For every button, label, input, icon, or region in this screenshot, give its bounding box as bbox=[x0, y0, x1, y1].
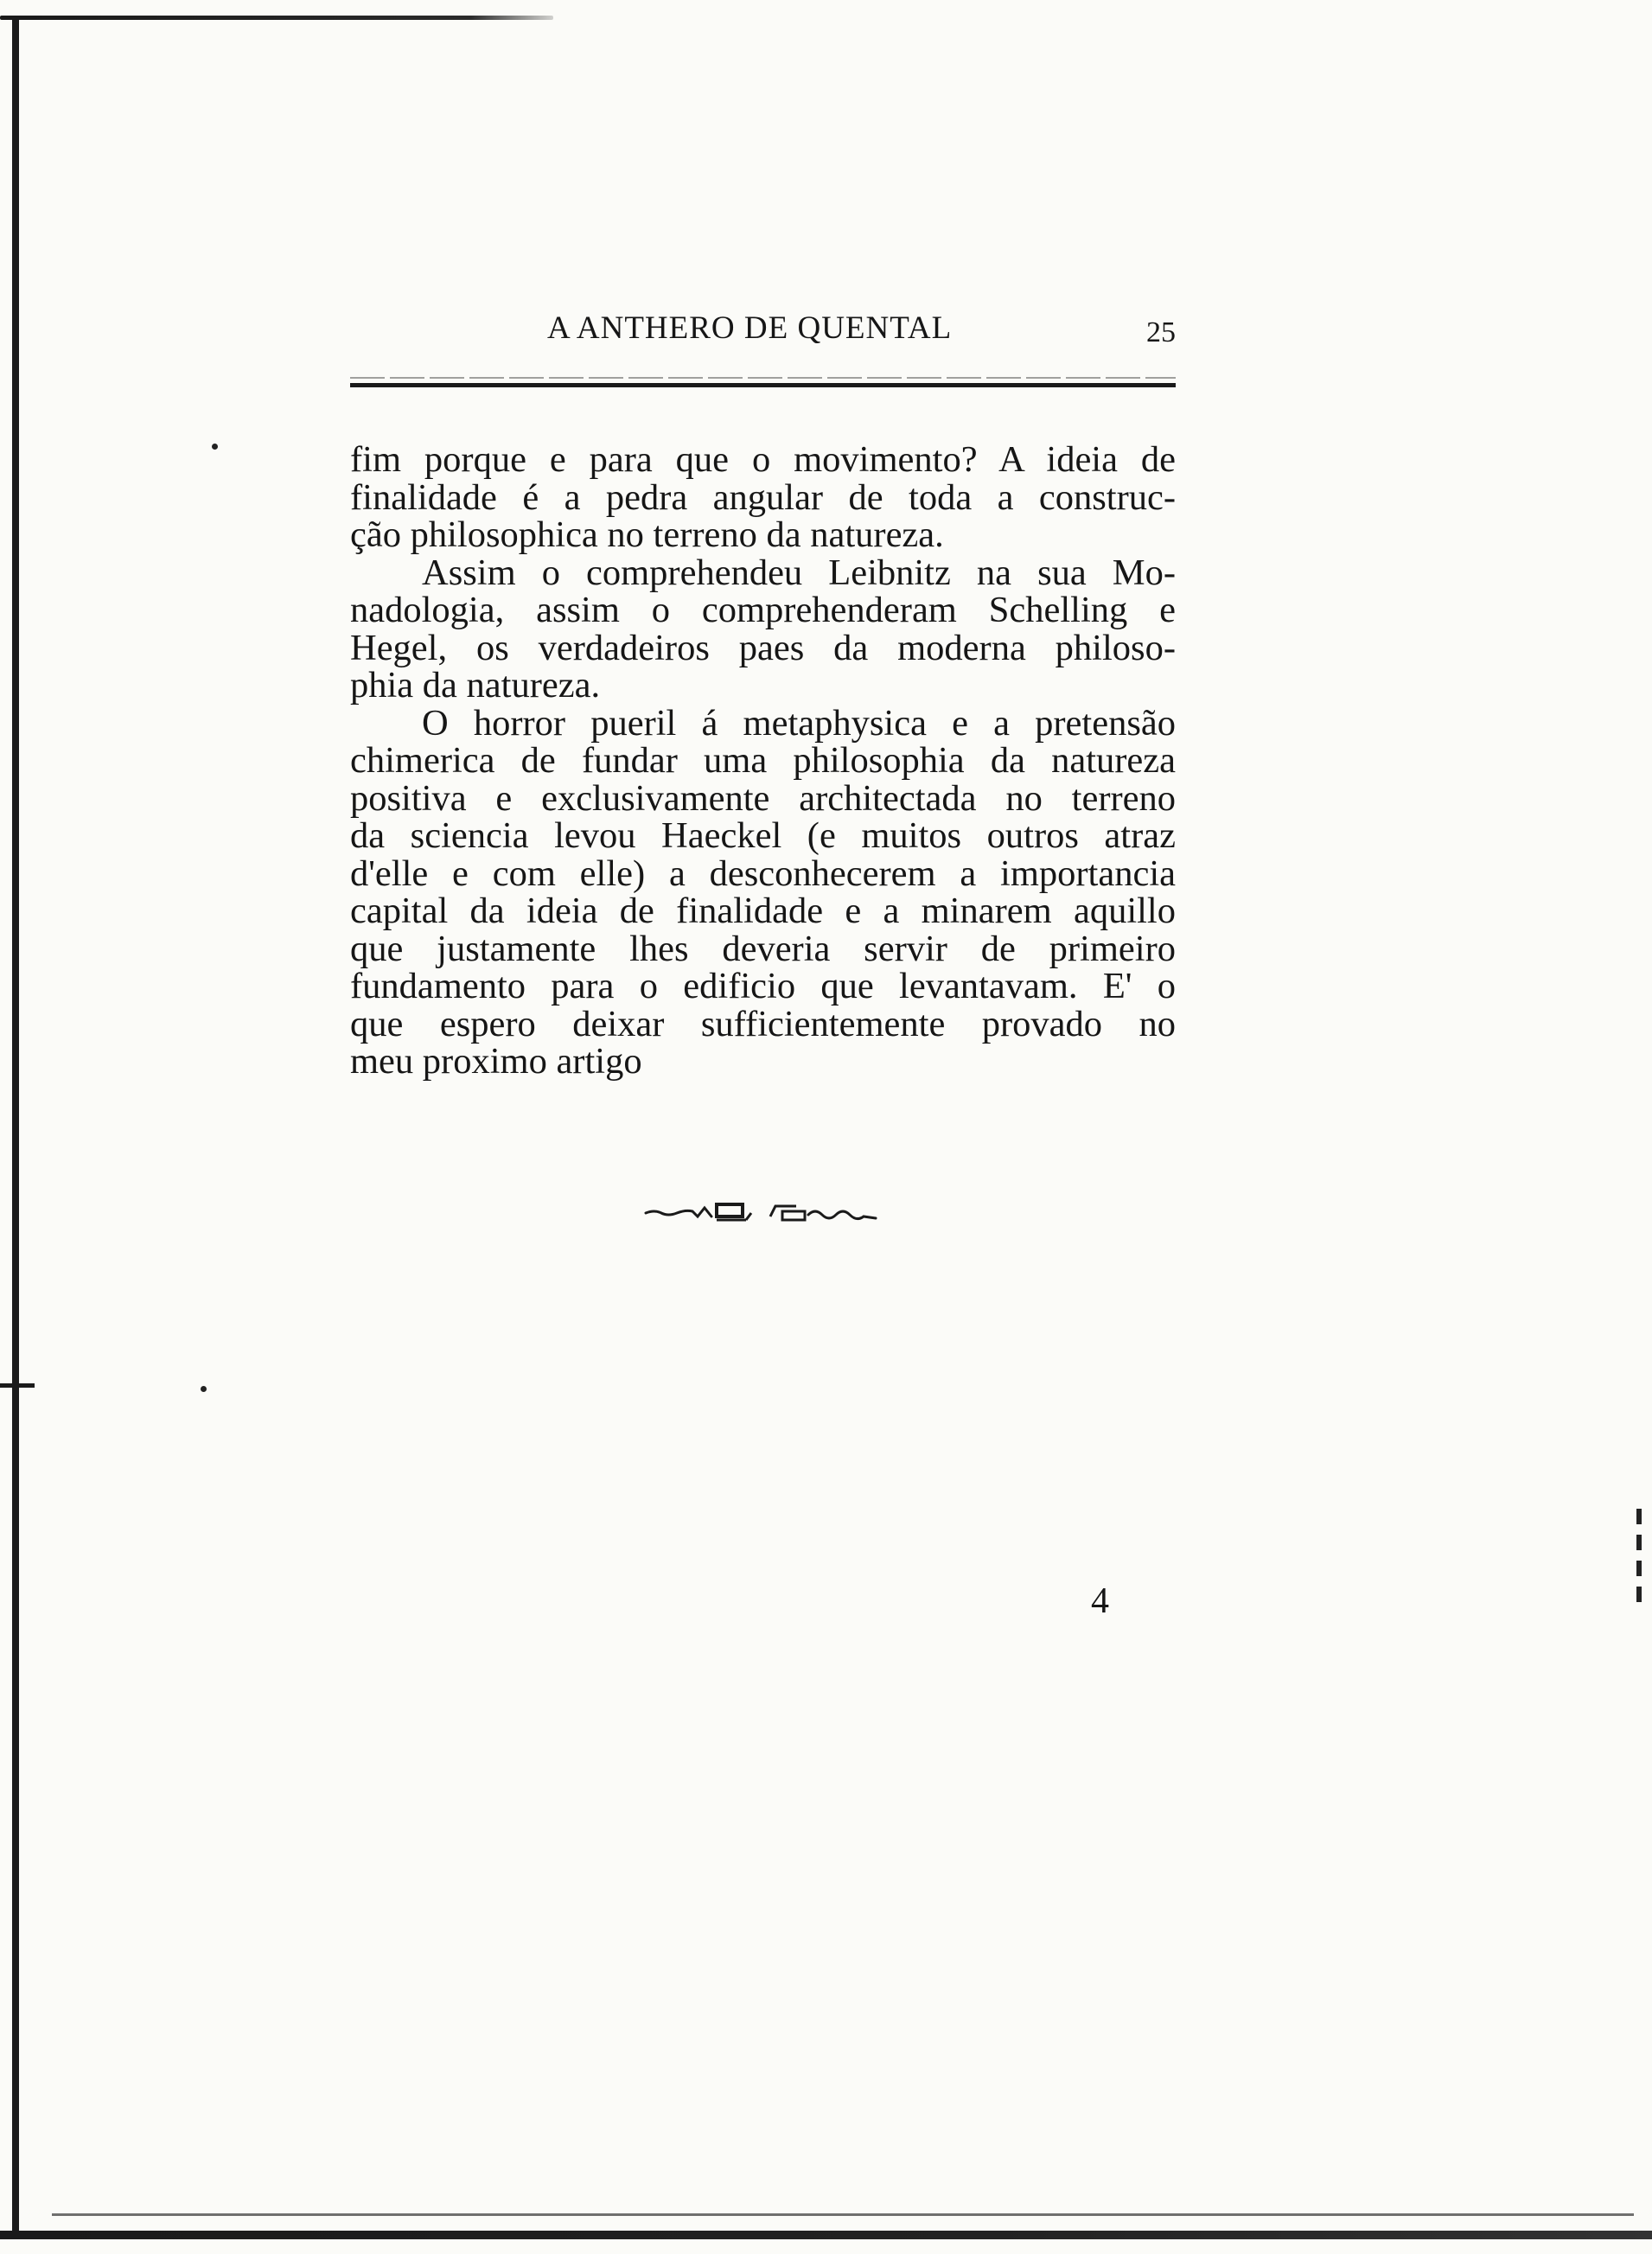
head-rule bbox=[350, 383, 1176, 387]
scan-edge-right-marks bbox=[1636, 1509, 1642, 1604]
text-line: meu proximo artigo bbox=[350, 1041, 642, 1082]
scan-edge-top bbox=[0, 16, 553, 20]
text-line: chimerica de fundar uma philosophia da natureza bbox=[350, 740, 1176, 781]
text-line: fundamento para o edificio que levantavam. E' o bbox=[350, 966, 1176, 1006]
text-line: que justamente lhes deveria servir de primeiro bbox=[350, 928, 1176, 969]
head-rule-thin bbox=[350, 377, 1176, 379]
scan-edge-left bbox=[12, 17, 19, 2239]
text-line: d'elle e com elle) a desconhecerem a importancia bbox=[350, 852, 1176, 894]
text-line: Assim o comprehendeu Leibnitz na sua Mo- bbox=[422, 552, 1176, 593]
text-line: que espero deixar sufficientemente provado no bbox=[350, 1003, 1176, 1044]
body-text bbox=[350, 441, 1176, 1081]
text-line: positiva e exclusivamente architectada no terreno bbox=[350, 777, 1176, 819]
running-head-title: A ANTHERO DE QUENTAL bbox=[547, 310, 953, 346]
text-line: nadologia, assim o comprehenderam Schelling e bbox=[350, 590, 1176, 630]
text-line: O horror pueril á metaphysica e a pretensão bbox=[422, 702, 1176, 744]
text-line: phia da natureza. bbox=[350, 665, 601, 706]
running-head bbox=[350, 310, 1176, 353]
scan-edge-bottom-thin bbox=[52, 2213, 1634, 2216]
signature-mark: 4 bbox=[1091, 1581, 1109, 1621]
page-number: 25 bbox=[1146, 316, 1176, 348]
scan-edge-bottom bbox=[0, 2231, 1652, 2239]
text-line: Hegel, os verdadeiros paes da moderna philoso- bbox=[350, 627, 1176, 668]
text-line: ção philosophica no terreno da natureza. bbox=[350, 514, 944, 555]
text-line: fim porque e para que o movimento? A ideia de bbox=[350, 439, 1176, 480]
text-line: da sciencia levou Haeckel (e muitos outros atraz bbox=[350, 815, 1176, 856]
text-line: capital da ideia de finalidade e a minarem aquillo bbox=[350, 891, 1176, 931]
text-line: finalidade é a pedra angular de toda a construc- bbox=[350, 476, 1176, 518]
scan-edge-left-tick bbox=[0, 1383, 35, 1388]
tailpiece-ornament-icon bbox=[644, 1197, 877, 1229]
scan-speck bbox=[212, 444, 218, 450]
scan-speck bbox=[201, 1386, 207, 1392]
